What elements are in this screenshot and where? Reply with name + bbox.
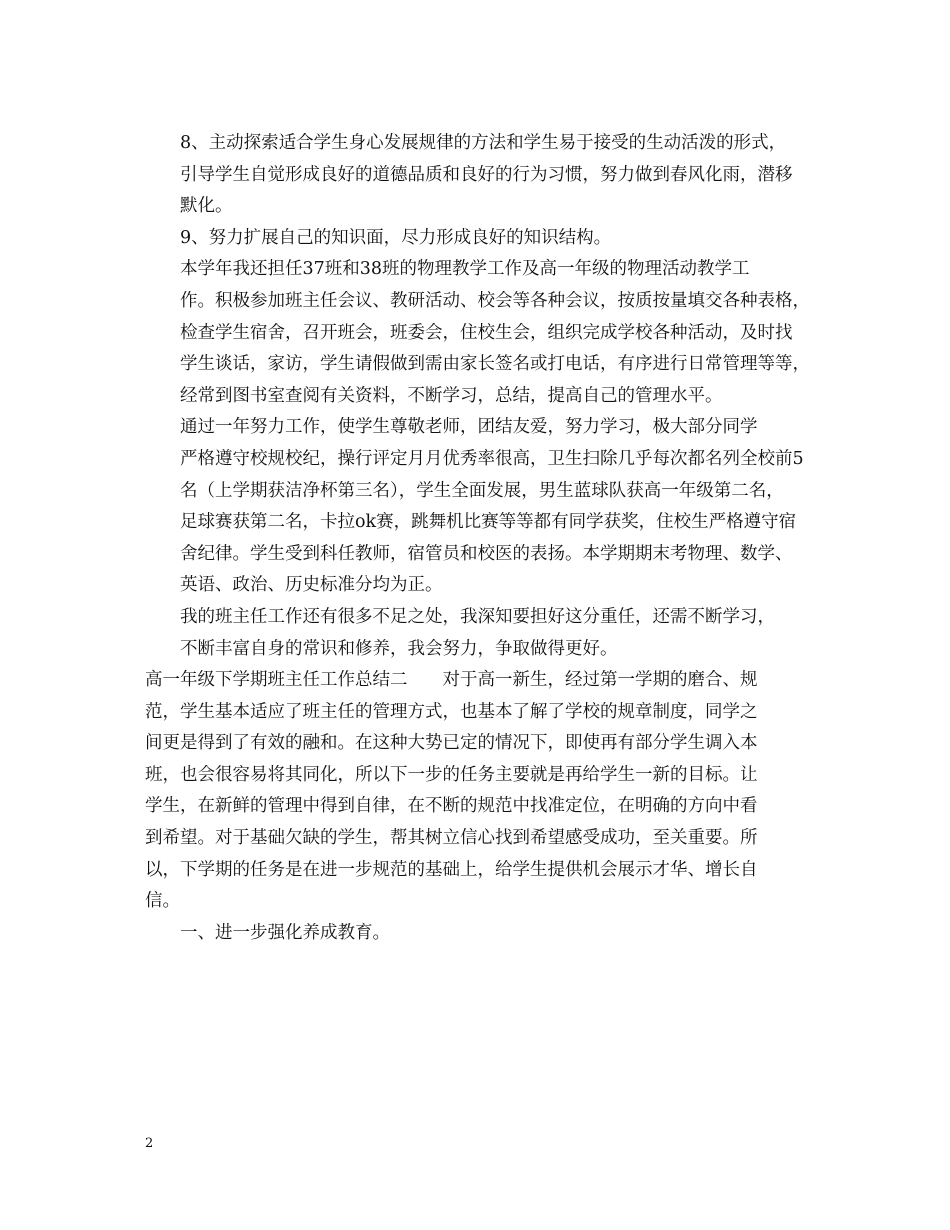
paragraph xyxy=(145,412,815,602)
document-body xyxy=(145,128,815,949)
text-line: 英语、政治、历史标准分均为正。 xyxy=(180,575,443,596)
text-line: 通过一年努力工作，使学生尊敬老师，团结友爱，努力学习，极大部分同学 xyxy=(180,417,758,438)
text-line: 引导学生自觉形成良好的道德品质和良好的行为习惯，努力做到春风化雨，潜移 xyxy=(180,164,793,185)
paragraph xyxy=(145,254,815,412)
text-line: 班，也会很容易将其同化，所以下一步的任务主要就是再给学生一新的目标。让 xyxy=(145,764,758,785)
text-line: 默化。 xyxy=(180,196,233,217)
text-line: 一、进一步强化养成教育。 xyxy=(180,922,390,943)
text-line: 不断丰富自身的常识和修养，我会努力，争取做得更好。 xyxy=(180,638,618,659)
text-line: 到希望。对于基础欠缺的学生，帮其树立信心找到希望感受成功，至关重要。所 xyxy=(145,828,758,849)
text-line: 我的班主任工作还有很多不足之处，我深知要担好这分重任，还需不断学习， xyxy=(180,606,775,627)
text-line: 学生，在新鲜的管理中得到自律，在不断的规范中找准定位，在明确的方向中看 xyxy=(145,796,758,817)
text-line: 舍纪律。学生受到科任教师，宿管员和校医的表扬。本学期期末考物理、数学、 xyxy=(180,543,793,564)
text-line: 学生谈话，家访，学生请假做到需由家长签名或打电话，有序进行日常管理等等， xyxy=(180,354,810,375)
text-line: 9、努力扩展自己的知识面，尽力形成良好的知识结构。 xyxy=(180,227,612,248)
text-line: 经常到图书室查阅有关资料，不断学习，总结，提高自己的管理水平。 xyxy=(180,385,723,406)
text-line: 严格遵守校规校纪，操行评定月月优秀率很高，卫生扫除几乎每次都名列全校前5 xyxy=(180,448,804,469)
text-line: 信。 xyxy=(145,891,180,912)
text-line: 作。积极参加班主任会议、教研活动、校会等各种会议，按质按量填交各种表格， xyxy=(180,290,810,311)
paragraph xyxy=(145,918,815,950)
page-number: 2 xyxy=(145,1136,154,1151)
paragraph xyxy=(145,128,815,223)
paragraph xyxy=(145,602,815,665)
text-line: 足球赛获第二名，卡拉ok赛，跳舞机比赛等等都有同学获奖，住校生严格遵守宿 xyxy=(180,512,797,533)
paragraph xyxy=(145,665,815,918)
text-line: 检查学生宿舍，召开班会，班委会，住校生会，组织完成学校各种活动，及时找 xyxy=(180,322,793,343)
paragraph xyxy=(145,223,815,255)
text-line: 高一年级下学期班主任工作总结二 对于高一新生，经过第一学期的磨合、规 xyxy=(145,670,758,691)
text-line: 名（上学期获洁净杯第三名），学生全面发展，男生蓝球队获高一年级第二名， xyxy=(180,480,784,501)
text-line: 范，学生基本适应了班主任的管理方式，也基本了解了学校的规章制度，同学之 xyxy=(145,701,758,722)
text-line: 本学年我还担任37班和38班的物理教学工作及高一年级的物理活动教学工 xyxy=(180,259,750,280)
text-line: 间更是得到了有效的融和。在这种大势已定的情况下，即使再有部分学生调入本 xyxy=(145,733,758,754)
text-line: 以，下学期的任务是在进一步规范的基础上，给学生提供机会展示才华、增长自 xyxy=(145,859,758,880)
text-line: 8、主动探索适合学生身心发展规律的方法和学生易于接受的生动活泼的形式， xyxy=(180,133,787,153)
